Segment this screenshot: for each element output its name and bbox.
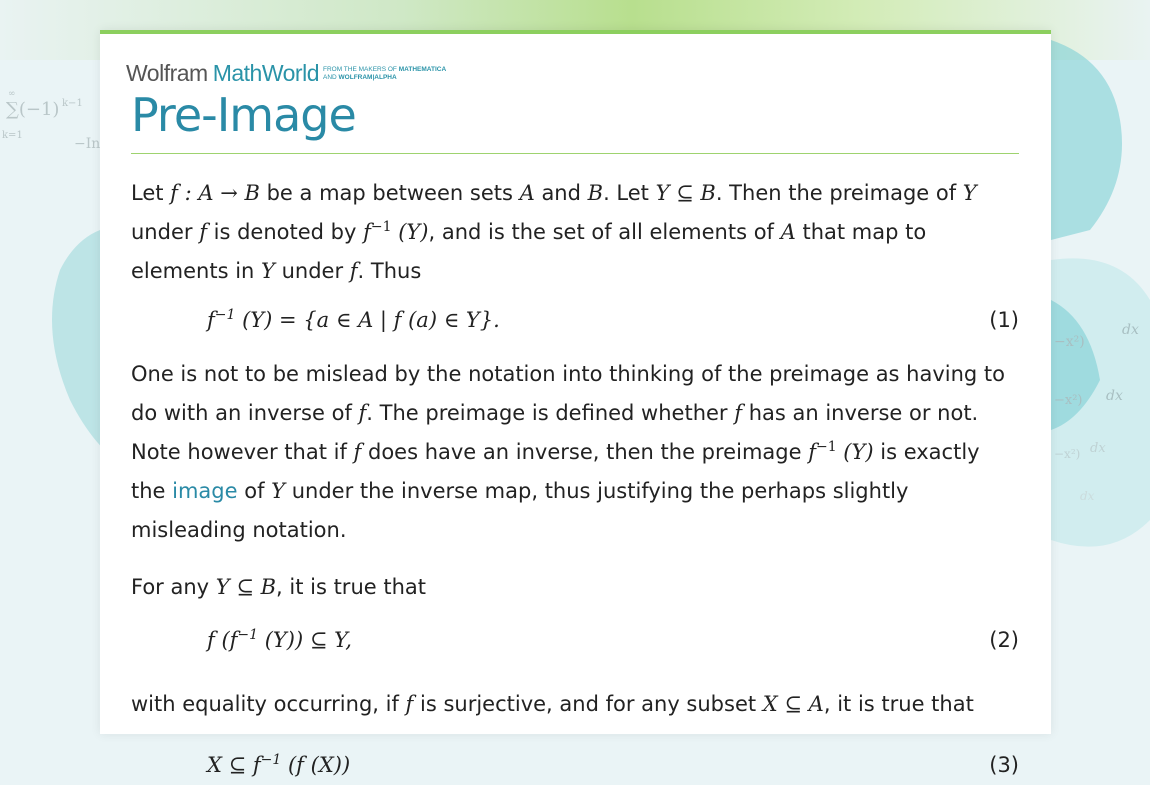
equation-1: $f^{-1}$ (Y) = {a ∈ A | f (a) ∈ Y}. (1) [131, 291, 1019, 351]
image-link[interactable]: image [172, 479, 238, 503]
equation-2: f ($f^{-1}$ (Y)) ⊆ Y, (2) [131, 607, 1019, 685]
logo-wolfram-text: Wolfram [126, 60, 208, 86]
svg-text:dx: dx [1090, 441, 1106, 456]
svg-text:−In: −In [74, 136, 101, 152]
svg-text:−x²): −x²) [1054, 334, 1085, 350]
svg-text:−x²): −x²) [1054, 447, 1081, 461]
equation-3: X ⊆ $f^{-1}$ (f (X)) (3) [131, 724, 1019, 784]
title-divider [131, 153, 1019, 154]
svg-text:dx: dx [1106, 388, 1123, 404]
logo-mathworld-text: MathWorld [212, 60, 319, 86]
article-panel [100, 30, 1051, 777]
svg-text:dx: dx [1122, 322, 1139, 338]
mathworld-logo[interactable] [126, 60, 446, 87]
article-body [131, 174, 1019, 784]
equation-number: (3) [989, 753, 1019, 777]
logo-tagline: FROM THE MAKERS OF MATHEMATICA AND WOLFRAM|ALPHA [322, 65, 447, 81]
svg-text:k=1: k=1 [2, 130, 23, 141]
svg-text:dx: dx [1080, 489, 1095, 503]
bg-formula-sum: ∑(−1) [6, 99, 60, 120]
paragraph-definition: Let f : A → B be a map between sets A and B. Let Y ⊆ B. Then the preimage of Y under f is denoted by $f^{-1}$ (Y), and is the set of all elements of A that map to elements in Y under f. Thus [131, 181, 977, 283]
paragraph-equality: with equality occurring, if f is surjective, and for any subset X ⊆ A, it is true that [131, 692, 974, 716]
svg-text:∞: ∞ [8, 89, 16, 99]
equation-number: (1) [989, 308, 1019, 332]
svg-text:−x²): −x²) [1054, 393, 1083, 408]
paragraph-notation: One is not to be mislead by the notation into thinking of the preimage as having to do with an inverse of f. The preimage is defined whether f has an inverse or not. Note however that if f does have an inverse, then the preimage $f^{-1}$ (Y) is exactly the image of Y under the inverse map, thus justifying the perhaps slightly misleading notation. [131, 362, 1006, 542]
equation-number: (2) [989, 628, 1019, 652]
page-title: Pre-Image [131, 88, 356, 142]
paragraph-for-any: For any Y ⊆ B, it is true that [131, 575, 426, 599]
svg-text:k−1: k−1 [62, 98, 83, 109]
